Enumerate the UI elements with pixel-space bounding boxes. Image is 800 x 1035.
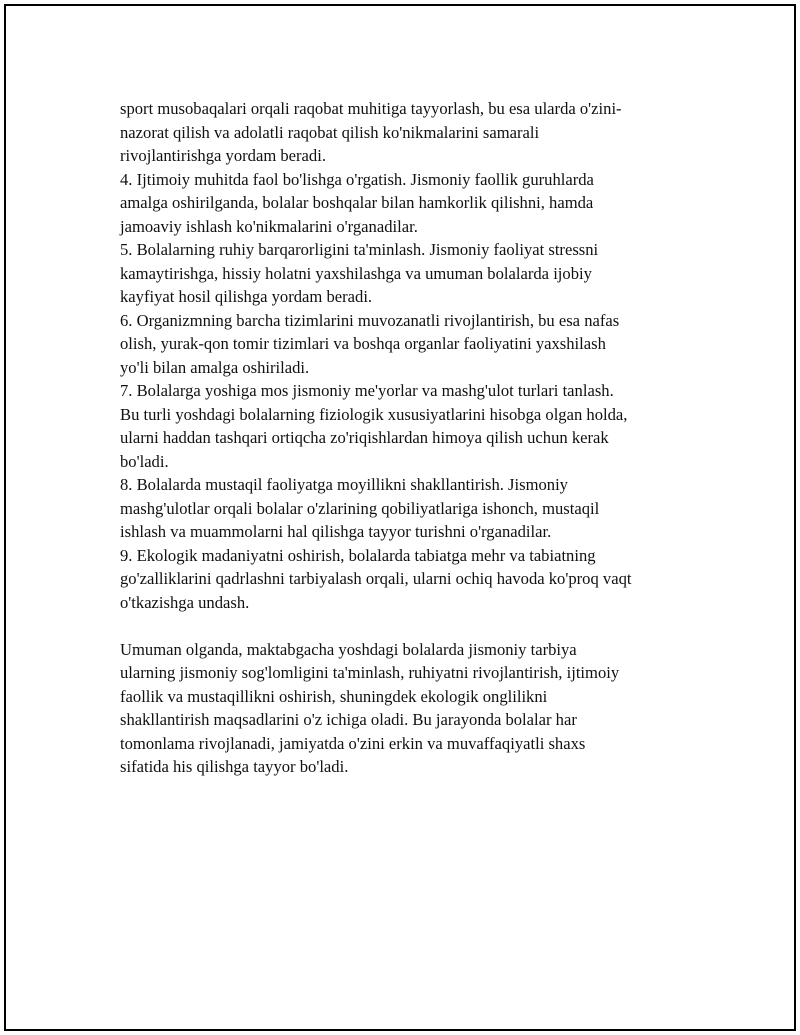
text-line: sport musobaqalari orqali raqobat muhitiga tayyorlash, bu esa ularda o'zini- [120,99,622,118]
text-line: olish, yurak-qon tomir tizimlari va boshqa organlar faoliyatini yaxshilash [120,334,606,353]
list-item-4 [120,168,700,239]
text-line: ishlash va muammolarni hal qilishga tayyor turishni o'rganadilar. [120,522,552,541]
text-line: 6. Organizmning barcha tizimlarini muvozanatli rivojlantirish, bu esa nafas [120,310,620,330]
text-line: ularni haddan tashqari ortiqcha zo'riqishlardan himoya qilish uchun kerak [120,428,609,447]
text-line: o'tkazishga undash. [120,592,250,612]
intro-paragraph [120,97,700,168]
text-line: shakllantirish maqsadlarini o'z ichiga oladi. Bu jarayonda bolalar har [120,710,577,729]
text-line: faollik va mustaqillikni oshirish, shuningdek ekologik onglilikni [120,686,548,706]
page-frame [4,4,796,1031]
text-line: 4. Ijtimoiy muhitda faol bo'lishga o'rgatish. Jismoniy faollik guruhlarda [120,169,594,189]
text-line: kamaytirishga, hissiy holatni yaxshilashga va umuman bolalarda ijobiy [120,263,592,283]
text-line: 9. Ekologik madaniyatni oshirish, bolalarda tabiatga mehr va tabiatning [120,545,596,565]
text-line: bo'ladi. [120,451,169,471]
conclusion-paragraph [120,638,700,779]
document-body [120,97,700,779]
text-line: Umuman olganda, maktabgacha yoshdagi bolalarda jismoniy tarbiya [120,639,577,659]
text-line: go'zalliklarini qadrlashni tarbiyalash orqali, ularni ochiq havoda ko'proq vaqt [120,569,632,588]
text-line: yo'li bilan amalga oshiriladi. [120,357,310,377]
list-item-7 [120,379,700,473]
text-line: Bu turli yoshdagi bolalarning fiziologik xususiyatlarini hisobga olgan holda, [120,404,628,424]
text-line: 5. Bolalarning ruhiy barqarorligini ta'minlash. Jismoniy faoliyat stressni [120,240,599,259]
paragraph-gap [120,614,700,638]
text-line: jamoaviy ishlash ko'nikmalarini o'rganadilar. [120,216,418,236]
list-item-8 [120,473,700,544]
list-item-5 [120,238,700,309]
text-line: mashg'ulotlar orqali bolalar o'zlarining qobiliyatlariga ishonch, mustaqil [120,498,600,518]
list-item-6 [120,309,700,380]
text-line: 7. Bolalarga yoshiga mos jismoniy me'yorlar va mashg'ulot turlari tanlash. [120,381,614,400]
text-line: rivojlantirishga yordam beradi. [120,146,326,165]
text-line: sifatida his qilishga tayyor bo'ladi. [120,757,349,776]
text-line: kayfiyat hosil qilishga yordam beradi. [120,287,373,306]
text-line: amalga oshirilganda, bolalar boshqalar bilan hamkorlik qilishni, hamda [120,193,594,212]
text-line: ularning jismoniy sog'lomligini ta'minlash, ruhiyatni rivojlantirish, ijtimoiy [120,663,620,682]
list-item-9 [120,544,700,615]
text-line: 8. Bolalarda mustaqil faoliyatga moyillikni shakllantirish. Jismoniy [120,475,568,494]
text-line: tomonlama rivojlanadi, jamiyatda o'zini erkin va muvaffaqiyatli shaxs [120,733,586,753]
text-line: nazorat qilish va adolatli raqobat qilish ko'nikmalarini samarali [120,122,540,142]
